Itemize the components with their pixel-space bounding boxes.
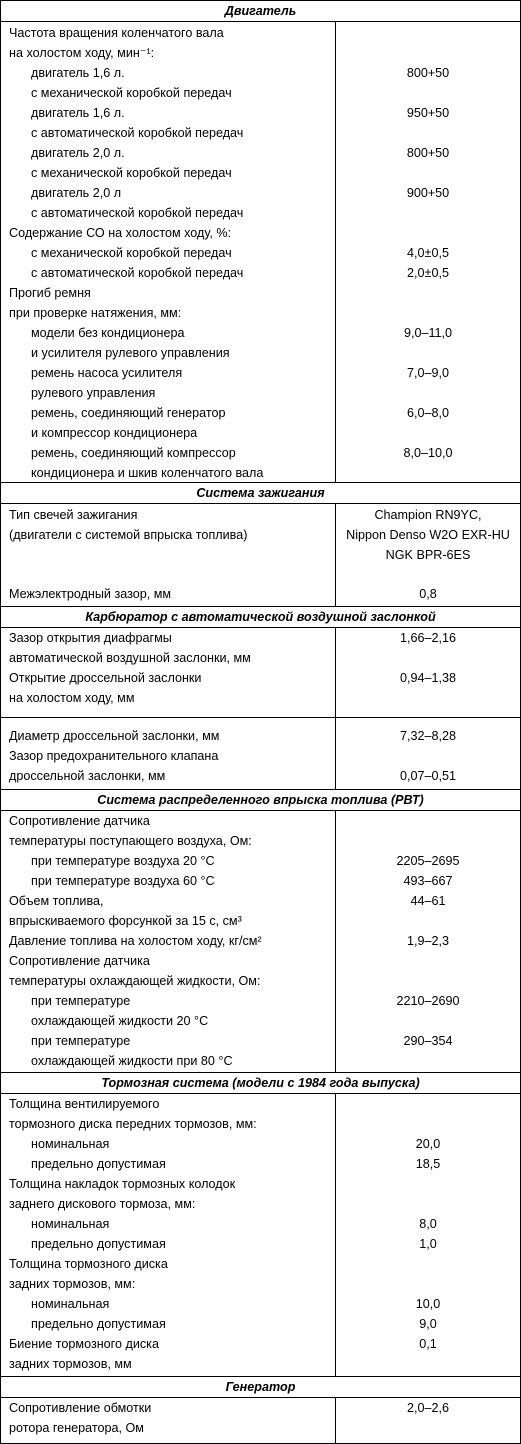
- param-label: охлаждающей жидкости 20 °С: [31, 1014, 209, 1028]
- param-label: предельно допустимая: [31, 1317, 166, 1331]
- param-label: Зазор предохранительного клапана: [9, 749, 219, 763]
- param-label: автоматической воздушной заслонки, мм: [9, 651, 251, 665]
- section-ignition: [1, 504, 520, 607]
- param-label: Сопротивление обмотки: [9, 1401, 152, 1415]
- param-label: Прогиб ремня: [9, 286, 91, 300]
- brakes-params: [9, 1094, 329, 1374]
- param-label: с автоматической коробкой передач: [31, 126, 244, 140]
- param-value: 800+50: [406, 66, 450, 80]
- param-value: 18,5: [415, 1157, 441, 1171]
- param-label: с автоматической коробкой передач: [31, 266, 244, 280]
- generator-values: [336, 1398, 520, 1418]
- param-label: двигатель 2,0 л.: [31, 146, 125, 160]
- param-value: 2,0–2,6: [406, 1401, 450, 1415]
- param-label: при температуре воздуха 60 °С: [31, 874, 215, 888]
- carburetor-params-2: [9, 726, 329, 786]
- section-carburetor: [1, 628, 520, 790]
- param-label: Сопротивление датчика: [9, 954, 150, 968]
- param-label: предельно допустимая: [31, 1157, 166, 1171]
- param-value: 1,0: [419, 1237, 437, 1251]
- param-label: задних тормозов, мм: [9, 1357, 132, 1371]
- param-label: ремень, соединяющий компрессор: [31, 446, 236, 460]
- param-label: при температуре воздуха 20 °С: [31, 854, 215, 868]
- param-label: двигатель 1,6 л.: [31, 66, 125, 80]
- param-value: 8,0: [419, 1217, 437, 1231]
- param-value: 950+50: [406, 106, 450, 120]
- param-label: модели без кондиционера: [31, 326, 185, 340]
- fuel-injection-params: [9, 811, 329, 1071]
- carburetor-values-2: [336, 726, 520, 786]
- param-value: 7,32–8,28: [399, 729, 457, 743]
- param-label: Толщина накладок тормозных колодок: [9, 1177, 236, 1191]
- section-title-ignition: Система зажигания: [1, 483, 520, 504]
- param-label: Частота вращения коленчатого вала: [9, 26, 224, 40]
- section-engine: [1, 22, 520, 483]
- param-label: с механической коробкой передач: [31, 166, 232, 180]
- param-label: предельно допустимая: [31, 1237, 166, 1251]
- param-value: 0,94–1,38: [399, 671, 457, 685]
- param-value: 4,0±0,5: [407, 246, 449, 260]
- section-generator: [1, 1398, 520, 1443]
- param-label: Толщина вентилируемого: [9, 1097, 160, 1111]
- param-label: Зазор открытия диафрагмы: [9, 631, 172, 645]
- section-title-fuel-injection: Система распределенного впрыска топлива (РВТ): [1, 790, 520, 811]
- param-label: задних тормозов, мм:: [9, 1277, 136, 1291]
- param-value: 9,0: [419, 1317, 437, 1331]
- param-label: тормозного диска передних тормозов, мм:: [9, 1117, 257, 1131]
- section-title-engine: Двигатель: [1, 1, 520, 22]
- generator-params: [9, 1398, 329, 1438]
- param-label: Тип свечей зажигания: [9, 508, 138, 522]
- param-label: и усилителя рулевого управления: [31, 346, 230, 360]
- param-label: впрыскиваемого форсункой за 15 с, см³: [9, 914, 242, 928]
- param-label: заднего дискового тормоза, мм:: [9, 1197, 196, 1211]
- param-value: 7,0–9,0: [406, 366, 450, 380]
- param-label: на холостом ходу, мм: [9, 691, 135, 705]
- param-label: (двигатели с системой впрыска топлива): [9, 528, 248, 542]
- param-value: 6,0–8,0: [406, 406, 450, 420]
- row-divider: [1, 717, 520, 718]
- carburetor-params-1: [9, 628, 329, 708]
- param-label: и компрессор кондиционера: [31, 426, 198, 440]
- param-label: температуры поступающего воздуха, Ом:: [9, 834, 252, 848]
- param-label: Объем топлива,: [9, 894, 104, 908]
- param-value: 2205–2695: [396, 854, 460, 868]
- param-label: охлаждающей жидкости при 80 °С: [31, 1054, 233, 1068]
- param-value: 2,0±0,5: [407, 266, 449, 280]
- param-label: с механической коробкой передач: [31, 246, 232, 260]
- param-label: Сопротивление датчика: [9, 814, 150, 828]
- param-value: Nippon Denso W2O EXR-HU: [346, 528, 510, 542]
- param-value: 900+50: [406, 186, 450, 200]
- param-value: 0,8: [419, 587, 437, 601]
- param-value: 0,07–0,51: [399, 769, 457, 783]
- section-fuel-injection: [1, 811, 520, 1073]
- section-title-brakes: Тормозная система (модели с 1984 года выпуска): [1, 1073, 520, 1094]
- param-label: температуры охлаждающей жидкости, Ом:: [9, 974, 261, 988]
- param-value: NGK BPR-6ES: [385, 548, 471, 562]
- param-label: дроссельной заслонки, мм: [9, 769, 166, 783]
- param-label: Открытие дроссельной заслонки: [9, 671, 202, 685]
- section-title-generator: Генератор: [1, 1377, 520, 1398]
- param-label: при температуре: [31, 1034, 131, 1048]
- ignition-params: [9, 505, 329, 545]
- param-label: ремень насоса усилителя: [31, 366, 183, 380]
- param-value: 0,1: [419, 1337, 437, 1351]
- param-label: кондиционера и шкив коленчатого вала: [31, 466, 264, 480]
- param-label: с автоматической коробкой передач: [31, 206, 244, 220]
- param-value: Champion RN9YC,: [374, 508, 482, 522]
- param-label: Толщина тормозного диска: [9, 1257, 168, 1271]
- param-label: при проверке натяжения, мм:: [9, 306, 182, 320]
- param-label: рулевого управления: [31, 386, 156, 400]
- param-value: 20,0: [415, 1137, 441, 1151]
- param-label: номинальная: [31, 1137, 110, 1151]
- param-label: Межэлектродный зазор, мм: [9, 587, 172, 601]
- param-value: 2210–2690: [396, 994, 460, 1008]
- param-value: 1,9–2,3: [406, 934, 450, 948]
- param-value: 290–354: [403, 1034, 453, 1048]
- param-label: при температуре: [31, 994, 131, 1008]
- fuel-injection-values: [336, 811, 520, 1051]
- section-title-carburetor: Карбюратор с автоматической воздушной заслонкой: [1, 607, 520, 628]
- carburetor-values-1: [336, 628, 520, 688]
- param-value: 800+50: [406, 146, 450, 160]
- param-label: двигатель 1,6 л.: [31, 106, 125, 120]
- param-value: 9,0–11,0: [403, 326, 453, 340]
- section-brakes: [1, 1094, 520, 1377]
- param-label: Содержание СО на холостом ходу, %:: [9, 226, 232, 240]
- param-label: двигатель 2,0 л: [31, 186, 122, 200]
- param-label: Биение тормозного диска: [9, 1337, 159, 1351]
- param-value: 8,0–10,0: [403, 446, 453, 460]
- param-value: 1,66–2,16: [399, 631, 457, 645]
- brakes-values: [336, 1094, 520, 1354]
- param-label: с механической коробкой передач: [31, 86, 232, 100]
- param-label: Диаметр дроссельной заслонки, мм: [9, 729, 220, 743]
- param-label: Давление топлива на холостом ходу, кг/см²: [9, 934, 262, 948]
- param-label: номинальная: [31, 1297, 110, 1311]
- param-label: номинальная: [31, 1217, 110, 1231]
- param-value: 10,0: [415, 1297, 441, 1311]
- engine-values: [336, 23, 520, 463]
- spark-plug-list: [336, 505, 520, 565]
- param-label: ремень, соединяющий генератор: [31, 406, 226, 420]
- param-label: на холостом ходу, мин⁻¹:: [9, 46, 155, 60]
- param-label: ротора генератора, Ом: [9, 1421, 144, 1435]
- param-value: 493–667: [403, 874, 453, 888]
- engine-params: [9, 23, 329, 483]
- param-value: 44–61: [410, 894, 446, 908]
